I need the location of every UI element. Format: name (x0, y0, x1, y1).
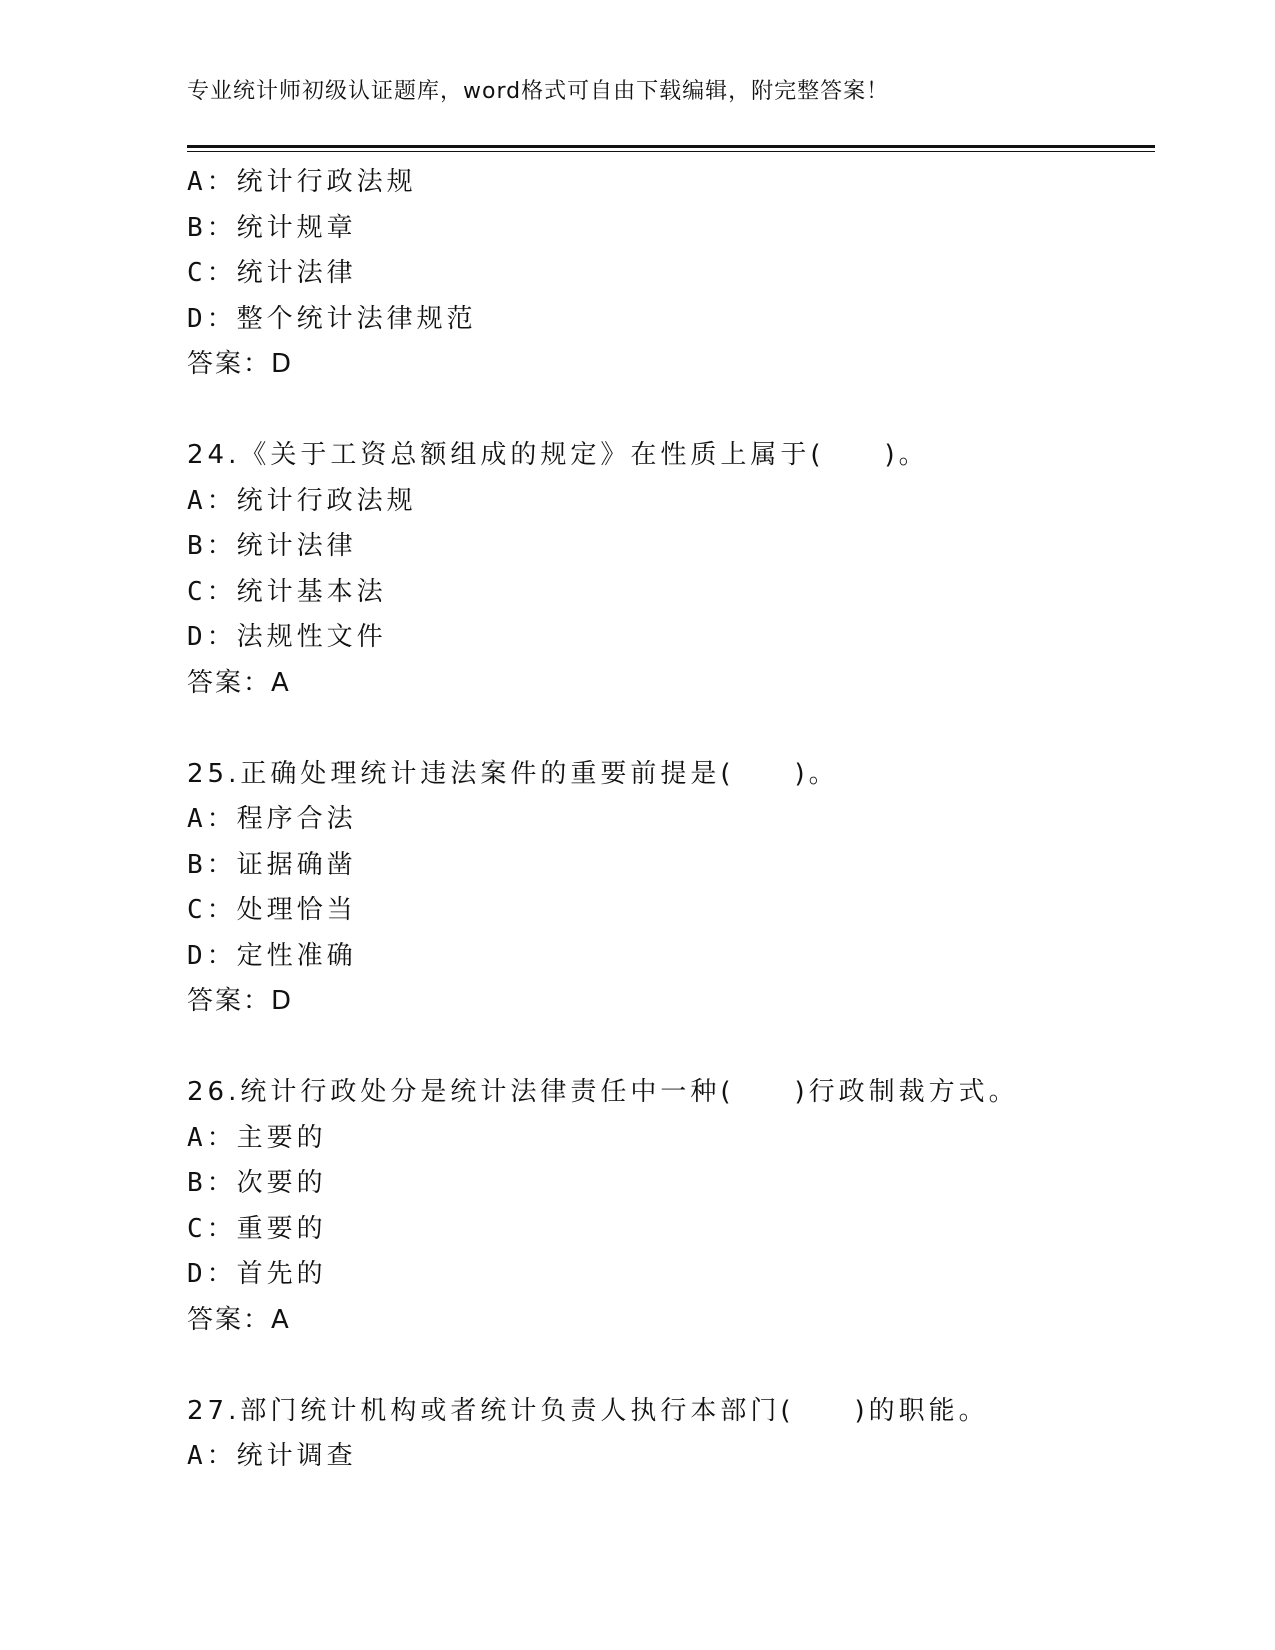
option-d: D：整个统计法律规范 (187, 303, 477, 334)
page-header: 专业统计师初级认证题库，word格式可自由下载编辑，附完整答案！ (187, 79, 890, 104)
option-a: A：统计行政法规 (187, 167, 417, 197)
answer-line: 答案：A (187, 1304, 291, 1335)
header-divider-thick (187, 145, 1155, 148)
option-c: C：处理恰当 (187, 895, 357, 925)
option-b: B：统计法律 (187, 531, 357, 561)
question-24: 24.《关于工资总额组成的规定》在性质上属于( )。 (187, 440, 929, 470)
option-c: C：统计法律 (187, 258, 357, 288)
option-b: B：证据确凿 (187, 849, 357, 880)
question-26: 26.统计行政处分是统计法律责任中一种( )行政制裁方式。 (187, 1077, 1019, 1107)
question-27: 27.部门统计机构或者统计负责人执行本部门( )的职能。 (187, 1395, 989, 1426)
option-d: D：法规性文件 (187, 622, 387, 652)
question-list (187, 160, 1155, 1480)
option-c: C：重要的 (187, 1213, 327, 1244)
option-c: C：统计基本法 (187, 576, 387, 607)
option-a: A：主要的 (187, 1122, 327, 1153)
answer-line: 答案：D (187, 349, 294, 379)
answer-line: 答案：D (187, 986, 294, 1016)
option-a: A：统计行政法规 (187, 485, 417, 516)
option-a: A：程序合法 (187, 804, 357, 834)
option-d: D：首先的 (187, 1259, 327, 1289)
question-25: 25.正确处理统计违法案件的重要前提是( )。 (187, 758, 839, 789)
answer-line: 答案：A (187, 667, 291, 698)
option-d: D：定性准确 (187, 940, 357, 971)
option-b: B：次要的 (187, 1168, 327, 1198)
option-a: A：统计调查 (187, 1441, 357, 1471)
option-b: B：统计规章 (187, 212, 357, 243)
header-divider-thin (187, 151, 1155, 152)
